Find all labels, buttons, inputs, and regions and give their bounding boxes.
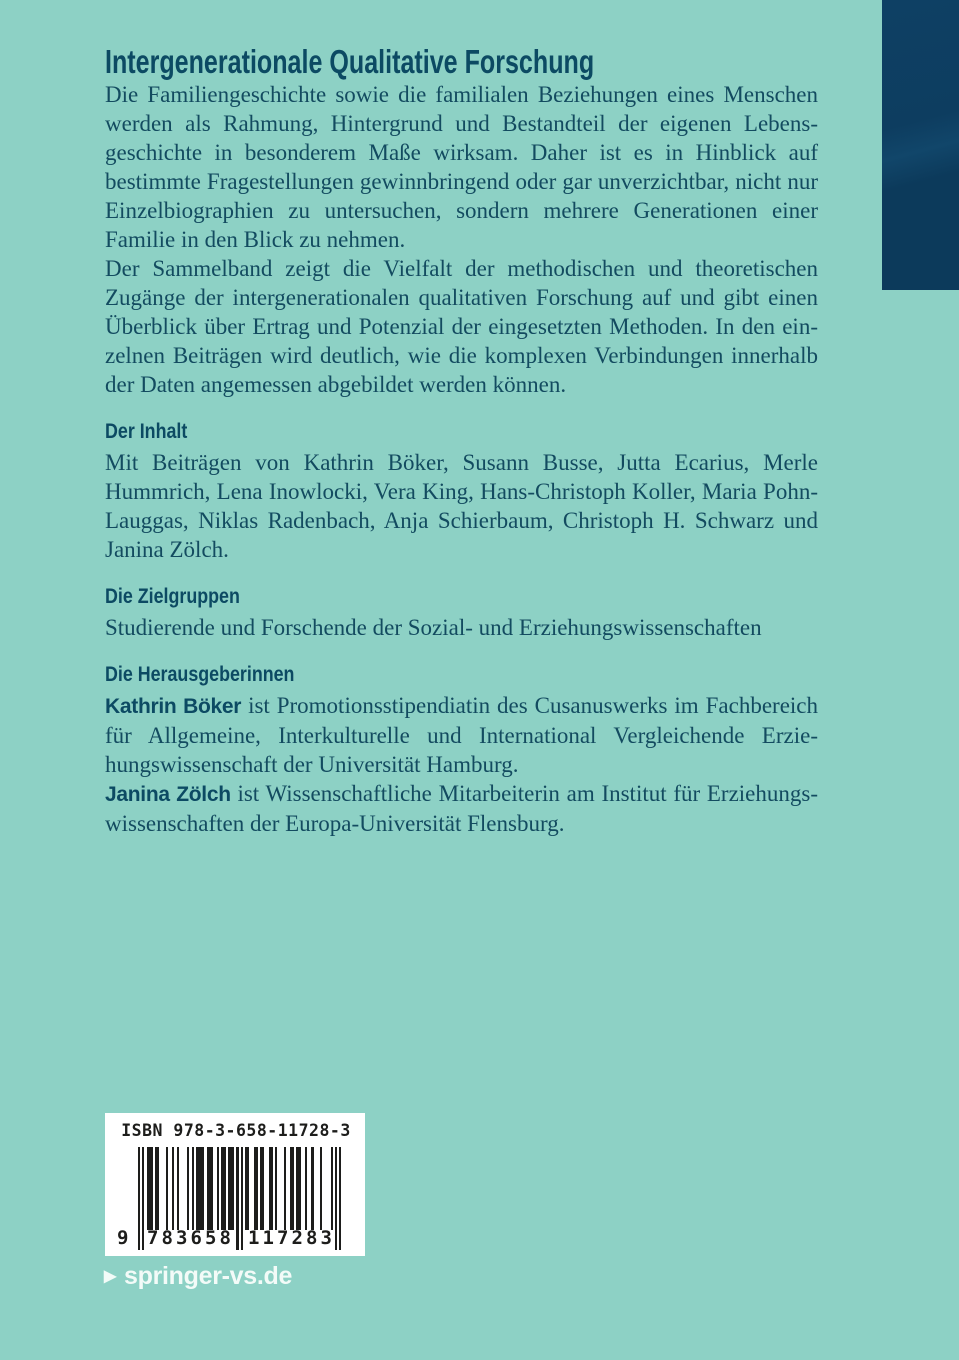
isbn-label: ISBN 978-3-658-11728-3 <box>121 1121 351 1140</box>
target-groups-text: Studierende und Forschende der Sozial- und Erziehungswissenschaften <box>105 615 762 640</box>
book-title: Intergenerationale Qualitative Forschung <box>105 43 595 80</box>
editor-bio: ist Promotionsstipendiatin des Cusanuswerks im Fachbereich für Allgemeine, Interkulturelle und International Vergleichende Erziehungswissenschaft der Universität Hamburg. <box>105 693 818 777</box>
ean-digit-first: 9 <box>117 1227 129 1249</box>
blurb-paragraph-1: Die Familiengeschichte sowie die familialen Beziehungen eines Menschen werden als Rahmung, Hintergrund und Bestandteil der eigenen Lebensgeschichte in besonderem Maße wirksam. Daher ist es in Hinblick auf bestimmte Fragestellungen gewinnbringend oder gar unverzichtbar, nicht nur Einzelbiographien zu untersuchen, sondern mehrere Generationen einer Familie in den Blick zu nehmen. <box>105 82 818 252</box>
isbn-barcode-box <box>105 1113 365 1256</box>
editor-entry <box>105 779 818 838</box>
arrow-icon: ▶ <box>104 1268 117 1285</box>
cover-content <box>105 0 818 838</box>
publisher-footer <box>104 1262 292 1291</box>
section-heading-herausgeberinnen: Die Herausgeberinnen <box>105 663 295 686</box>
editor-name: Kathrin Böker <box>105 695 242 718</box>
section-heading-zielgruppen: Die Zielgruppen <box>105 585 240 608</box>
blurb-paragraph-2: Der Sammelband zeigt die Vielfalt der methodischen und theoretischen Zugänge der intergenerationalen qualitativen Forschung auf und gibt einen Überblick über Ertrag und Potenzial der eingesetzten Methoden. In den einzelnen Beiträgen wird deutlich, wie die komplexen Verbindungen innerhalb der Daten angemessen abgebildet werden können. <box>105 256 818 397</box>
editor-bio: ist Wissenschaftliche Mitarbeiterin am Institut für Erziehungswissenschaften der Europa-Universität Flensburg. <box>105 781 818 836</box>
cover-accent-block <box>882 0 959 290</box>
publisher-site-label: springer-vs.de <box>124 1262 293 1290</box>
editors-section <box>105 691 818 838</box>
editor-entry <box>105 691 818 779</box>
editor-name: Janina Zölch <box>105 783 231 806</box>
contributors-text: Mit Beiträgen von Kathrin Böker, Susann Busse, Jutta Ecarius, Merle Hummrich, Lena Inowlocki, Vera King, Hans-Christoph Koller, Maria Pohn-Lauggas, Niklas Radenbach, Anja Schierbaum, Christoph H. Schwarz und Janina Zölch. <box>105 450 818 562</box>
ean-digit-group-2: 1 1 7 2 8 3 <box>248 1227 332 1249</box>
section-heading-inhalt: Der Inhalt <box>105 420 188 443</box>
ean-digit-group-1: 7 8 3 6 5 8 <box>147 1227 231 1249</box>
